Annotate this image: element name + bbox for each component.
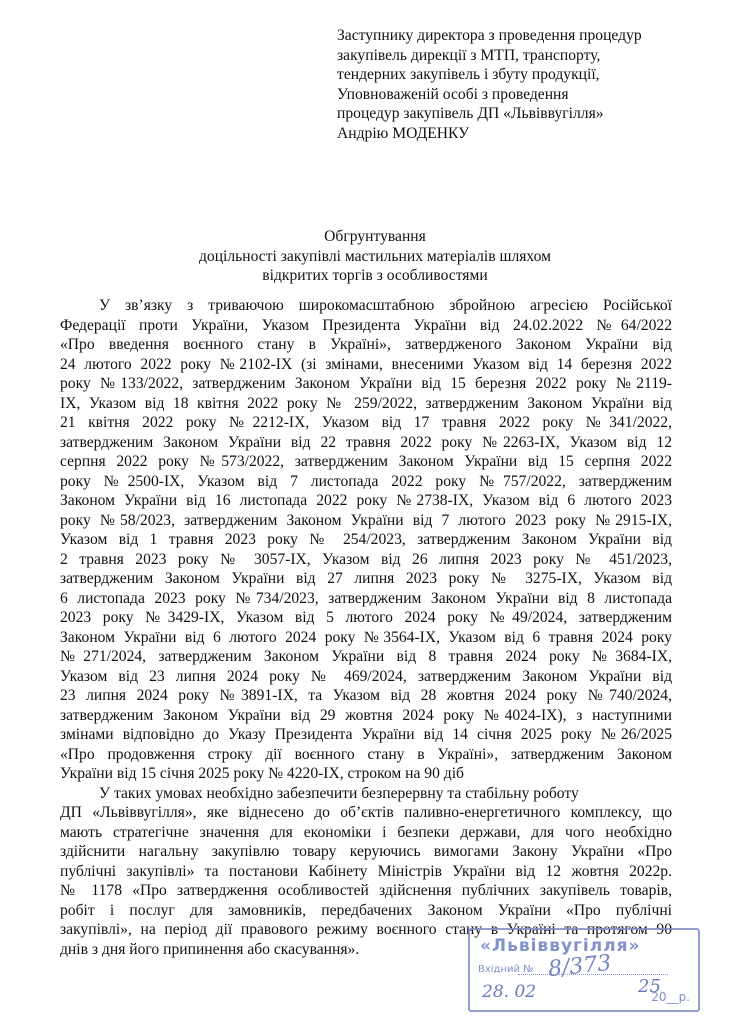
- text-line: Федерації проти України, Указом Президента України від 24.02.2022 №64/2022: [60, 316, 672, 334]
- text-line: IX, Указом від 18 квітня 2022 року № 259/2022, затвердженим Законом України від: [60, 394, 672, 412]
- text-line: У зв’язку з триваючою широкомасштабною збройною агресією Російської: [99, 297, 672, 314]
- paragraph-1: [60, 296, 672, 784]
- text-line: Указом від 23 липня 2024 року № 469/2024, затвердженим Законом України від: [60, 667, 672, 685]
- addressee-name: Андрію МОДЕНКУ: [337, 124, 470, 142]
- text-line: № 1178 «Про затвердження особливостей здійснення публічних закупівель товарів,: [60, 882, 672, 899]
- text-line: Законом України від 6 лютого 2024 року №3564-IX, Указом від 6 травня 2024 року: [60, 628, 672, 646]
- body-text: [60, 296, 672, 959]
- addressee-block: [337, 26, 727, 144]
- text-line: «Про продовження строку дії воєнного стану в Україні», затвердженим Законом: [60, 745, 672, 763]
- stamp-date: 28. 02: [482, 982, 537, 1002]
- addressee-line: процедур закупівель ДП «Львіввугілля»: [337, 105, 604, 123]
- text-line: 6 листопада 2023 року №734/2023, затвердженим Законом України від 8 листопада: [60, 589, 672, 607]
- text-line: року №2500-IX, Указом від 7 листопада 2022 року №757/2022, затвердженим: [60, 472, 672, 490]
- stamp-number: 8/373: [546, 950, 613, 983]
- addressee-line: закупівель дирекції з МТП, транспорту,: [337, 46, 601, 64]
- stamp-year-suffix: 20__р.: [651, 990, 690, 1004]
- text-line: затвердженим Законом України від 27 липня 2023 року № 3275-IX, Указом від: [60, 570, 672, 587]
- stamp-year: 25: [638, 976, 661, 997]
- text-line: Указом від 1 травня 2023 року № 254/2023, затвердженим Законом України від: [60, 531, 672, 548]
- text-line: 2 травня 2023 року № 3057-IX, Указом від 26 липня 2023 року № 451/2023,: [60, 550, 672, 568]
- text-line: закупівлі», на період дії правового режиму воєнного стану в Україні та протягом 90: [60, 921, 672, 938]
- text-line: Законом України від 16 листопада 2022 року №2738-IX, Указом від 6 лютого 2023: [60, 492, 672, 509]
- text-line: затвердженим Законом України від 29 жовтня 2024 року №4024-IX), з наступними: [60, 706, 672, 724]
- addressee-line: тендерних закупівель і збуту продукції,: [337, 66, 600, 84]
- addressee-line: Уповноваженій особі з проведення: [337, 85, 569, 103]
- stamp-title: «Львіввугілля»: [480, 936, 641, 956]
- registration-stamp: [468, 928, 700, 1012]
- text-line: здійснити нагальну закупівлю товару керуючись вимогами Закону України «Про: [60, 843, 672, 860]
- text-line: змінами відповідно до Указу Президента України від 14 січня 2025 року №26/2025: [60, 726, 672, 743]
- text-line: публічні закупівлі» та постанови Кабінету Міністрів України від 12 жовтня 2022р.: [60, 862, 672, 880]
- addressee-line: Заступнику директора з проведення процедур: [337, 27, 642, 44]
- text-line: робіт і послуг для замовників, передбачених Законом України «Про публічні: [60, 901, 672, 919]
- title-line: Обгрунтування: [324, 228, 426, 245]
- text-line: мають стратегічне значення для економіки і безпеки держави, для чого необхідно: [60, 823, 672, 841]
- text-line: року №133/2022, затвердженим Законом України від 15 березня 2022 року №2119-: [60, 375, 672, 392]
- text-line: 24 лютого 2022 року №2102-IX (зі змінами, внесеними Указом від 14 березня 2022: [60, 355, 672, 373]
- text-line: днів з дня його припинення або скасування».: [60, 940, 360, 958]
- text-line: року №58/2023, затвердженим Законом України від 7 лютого 2023 року №2915-IX,: [60, 511, 672, 529]
- title-line: доцільності закупівлі мастильних матеріалів шляхом: [198, 247, 552, 265]
- text-line: 23 липня 2024 року №3891-IX, та Указом від 28 жовтня 2024 року №740/2024,: [60, 687, 672, 704]
- text-line: 2023 року №3429-IX, Указом від 5 лютого 2024 року №49/2024, затвердженим: [60, 609, 672, 626]
- stamp-label: Вхідний №: [478, 964, 534, 975]
- text-line: «Про введення воєнного стану в Україні», затвердженого Законом України від: [60, 336, 672, 353]
- text-line: серпня 2022 року №573/2022, затвердженим Законом України від 15 серпня 2022: [60, 453, 672, 470]
- text-line: затвердженим Законом України від 22 травня 2022 року №2263-IX, Указом від 12: [60, 433, 672, 451]
- text-line: ДП «Львіввугілля», яке віднесено до об’єктів паливно-енергетичного комплексу, що: [60, 804, 672, 821]
- title-line: відкритих торгів з особливостями: [262, 267, 488, 285]
- text-line: України від 15 січня 2025 року № 4220-IX, строком на 90 діб: [60, 765, 464, 782]
- document-title: [60, 227, 690, 286]
- text-line: №271/2024, затвердженим Законом України від 8 травня 2024 року №3684-IX,: [60, 648, 672, 665]
- text-line: 21 квітня 2022 року №2212-IX, Указом від 17 травня 2022 року №341/2022,: [60, 414, 672, 431]
- text-line: У таких умовах необхідно забезпечити безперервну та стабільну роботу: [99, 784, 579, 802]
